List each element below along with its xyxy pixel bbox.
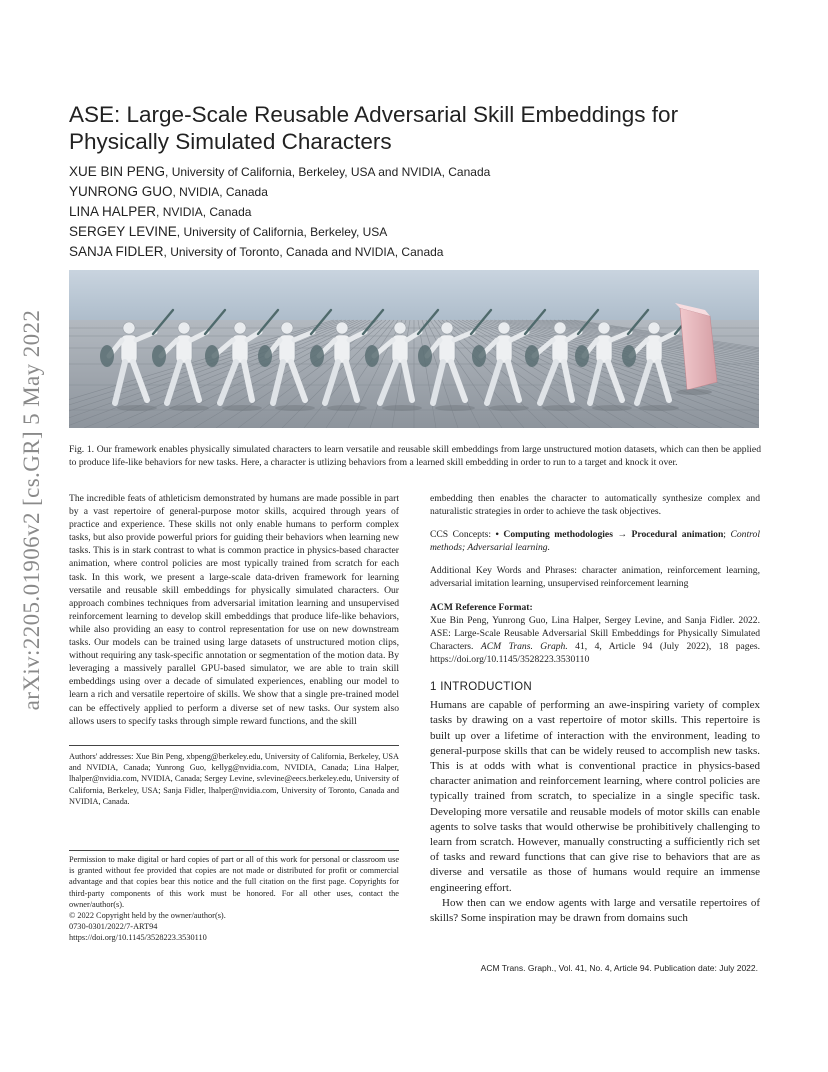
intro-paragraph-2: How then can we endow agents with large and versatile repertoires of skills? Some inspiration may be drawn from domains such (430, 896, 760, 924)
right-column (430, 492, 760, 926)
author-line (69, 222, 769, 242)
author-affiliation: , University of Toronto, Canada and NVIDIA, Canada (163, 245, 444, 259)
issn-text: 0730-0301/2022/7-ART94 (69, 922, 158, 932)
paper-title: ASE: Large-Scale Reusable Adversarial Skill Embeddings for Physically Simulated Characters (69, 102, 679, 154)
copyright-text: © 2022 Copyright held by the owner/author(s). (69, 911, 226, 921)
author-list (69, 162, 769, 262)
abstract: The incredible feats of athleticism demonstrated by humans are made possible in part by a vast repertoire of general-purpose motor skills, acquired through years of practice and experience. These skills not only enable humans to perform complex tasks, but also provide powerful priors for guiding their behaviors when learning new tasks. This is in stark contrast to what is common practice in physics-based character animation, where control policies are most typically trained from scratch for each task. In this work, we present a large-scale data-driven framework for learning versatile and reusable skill embeddings for physically simulated characters. Our approach combines techniques from adversarial imitation learning and unsupervised reinforcement learning to develop skill embeddings that produce life-like behaviors, while also providing an easy to control representation for use on new downstream tasks. Our models can be trained using large datasets of unstructured motion clips, without requiring any task-specific annotation or segmentation of the motion data. By leveraging a massively parallel GPU-based simulator, we are able to train skill embeddings using over a decade of simulated experiences, enabling our model to learn a rich and versatile repertoire of skills. We show that a single pre-trained model can be effectively applied to perform a diverse set of new tasks. Our system also allows users to specify tasks through simple reward functions, and the skill (69, 493, 399, 727)
arxiv-identifier: arXiv:2205.01906v2 [cs.GR] 5 May 2022 (19, 309, 44, 711)
author-name: LINA HALPER (69, 204, 157, 219)
author-affiliation: , NVIDIA, Canada (156, 205, 252, 219)
author-line (69, 162, 769, 182)
author-name: SANJA FIDLER (69, 244, 164, 259)
author-affiliation: , University of California, Berkeley, USA (176, 225, 388, 239)
left-column (69, 492, 399, 728)
abstract-continued: embedding then enables the character to automatically synthesize complex and naturalistic strategies in order to achieve the task objectives. (430, 493, 760, 518)
permission-text: Permission to make digital or hard copies of part or all of this work for personal or classroom use is granted without fee provided that copies are not made or distributed for profit or commercial advantage and that copies bear this notice and the full citation on the first page. Copyrights for third-party components of this work must be honored. For all other uses, contact the owner/author(s). (69, 855, 399, 909)
ccs-concepts: CCS Concepts: • Computing methodologies → Procedural animation; Control methods; Adversarial learning. (430, 529, 760, 554)
section-heading-introduction: 1 INTRODUCTION (430, 681, 532, 694)
author-line (69, 242, 769, 262)
sky-background (69, 270, 759, 320)
author-affiliation: , NVIDIA, Canada (172, 185, 268, 199)
author-name: XUE BIN PENG (69, 164, 166, 179)
author-line (69, 202, 769, 222)
permission-block (69, 854, 399, 944)
footnote-rule (69, 745, 399, 746)
keywords: Additional Key Words and Phrases: character animation, reinforcement learning, adversarial imitation learning, unsupervised reinforcement learning (430, 565, 760, 590)
intro-paragraph-1: Humans are capable of performing an awe-inspiring variety of complex tasks by drawing on a vast repertoire of motor skills. This repertoire is built up over a lifetime of interaction with the environment, leading to general-purpose skills that can be widely reused to accomplish new tasks. This is at odds with what is conventional practice in physics-based character animation and reinforcement learning, where control policies are typically trained from scratch, to specialize in a single specific task. Developing more versatile and reusable models of motor skills can enable agents to solve tasks that would otherwise be prohibitively challenging to learn from scratch. However, manually constructing a sufficiently rich set of tasks and reward functions that can give rise to behaviors that are as diverse and versatile as those of humans would require an immense engineering effort. (430, 699, 760, 894)
permission-rule (69, 850, 399, 851)
page-footer: ACM Trans. Graph., Vol. 41, No. 4, Article 94. Publication date: July 2022. (480, 963, 758, 973)
acm-reference-heading: ACM Reference Format: (430, 601, 533, 613)
author-affiliation: , University of California, Berkeley, USA and NVIDIA, Canada (165, 165, 491, 179)
figure-caption: Fig. 1. Our framework enables physically simulated characters to learn versatile and reusable skill embeddings from large unstructured motion datasets, which can then be applied to produce life-like behaviors for new tasks. Here, a character is utlizing behaviors from a learned skill embedding in order to run to a target and knock it over. (69, 444, 761, 468)
acm-reference: Xue Bin Peng, Yunrong Guo, Lina Halper, Sergey Levine, and Sanja Fidler. 2022. ASE: Large-Scale Reusable Adversarial Skill Embeddings for Physically Simulated Characters. ACM Trans. Graph. 41, 4, Article 94 (July 2022), 18 pages. https://doi.org/10.1145/3528223.3530110 (430, 614, 760, 665)
author-line (69, 182, 769, 202)
author-name: YUNRONG GUO (69, 184, 173, 199)
doi-link[interactable]: https://doi.org/10.1145/3528223.3530110 (69, 933, 207, 943)
author-name: SERGEY LEVINE (69, 224, 177, 239)
addresses-text: Authors' addresses: Xue Bin Peng, xbpeng@berkeley.edu, University of California, Berkeley, USA and NVIDIA, Canada; Yunrong Guo, kellyg@nvidia.com, NVIDIA, Canada; Lina Halper, lhalper@nvidia.com, NVIDIA, Canada; Sergey Levine, svlevine@eecs.berkeley.edu, University of California, Berkeley, USA; Sanja Fidler, lhalper@nvidia.com, University of Toronto, Canada and NVIDIA, Canada. (69, 752, 399, 806)
author-addresses (69, 751, 399, 807)
teaser-figure (69, 270, 759, 428)
arxiv-sidebar (10, 285, 54, 735)
